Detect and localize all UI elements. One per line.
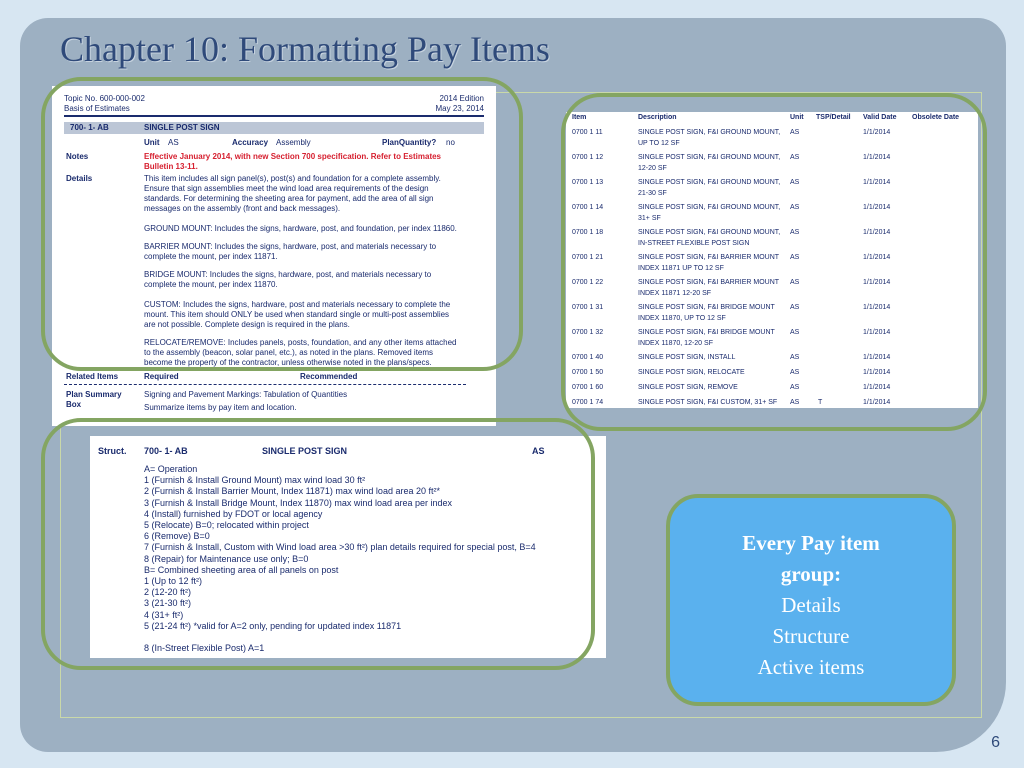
unit-cell: AS (790, 279, 800, 286)
page-number: 6 (991, 734, 1000, 751)
description-line: UP TO 12 SF (638, 140, 680, 147)
valid-date-cell: 1/1/2014 (863, 384, 891, 391)
description-line: INDEX 11870, UP TO 12 SF (638, 315, 726, 322)
custom-line: are not possible. Complete design is required in the plans. (144, 320, 350, 329)
unit-label: Unit (144, 138, 160, 147)
description-line: IN-STREET FLEXIBLE POST SIGN (638, 240, 750, 247)
plan-summary-label (66, 390, 122, 410)
related-divider (64, 384, 466, 385)
description-line: SINGLE POST SIGN, F&I BARRIER MOUNT (638, 279, 780, 286)
valid-date-cell: 1/1/2014 (863, 154, 891, 161)
structure-line: 3 (Furnish & Install Bridge Mount, Index 11870) max wind load area per index (144, 497, 452, 508)
valid-date-cell: 1/1/2014 (863, 129, 891, 136)
description-line: 31+ SF (638, 215, 661, 222)
item-cell: 0700 1 18 (572, 229, 604, 236)
unit-cell: AS (790, 369, 800, 376)
column-header-unit: Unit (790, 114, 804, 121)
description-line: SINGLE POST SIGN, INSTALL (638, 354, 736, 361)
structure-line: 1 (Furnish & Install Ground Mount) max wind load 30 ft² (144, 475, 366, 486)
tsp-detail-cell: T (818, 399, 823, 406)
column-header-valid-date: Valid Date (863, 114, 897, 121)
column-header-tsp-detail: TSP/Detail (816, 114, 851, 121)
description-line: INDEX 11870, 12-20 SF (638, 340, 713, 347)
notes-line: Bulletin 13-11. (144, 162, 198, 171)
summary-callout (666, 494, 956, 706)
custom-line: CUSTOM: Includes the signs, hardware, post and materials necessary to complete the (144, 300, 451, 309)
description-line: SINGLE POST SIGN, F&I BARRIER MOUNT (638, 254, 780, 261)
item-cell: 0700 1 60 (572, 384, 604, 391)
item-cell: 0700 1 21 (572, 254, 604, 261)
accuracy-value: Assembly (276, 138, 311, 147)
structure-line: B= Combined sheeting area of all panels on post (144, 564, 339, 575)
bridge-mount-line: BRIDGE MOUNT: Includes the signs, hardware, post, and materials necessary to (144, 270, 432, 279)
description-line: SINGLE POST SIGN, F&I GROUND MOUNT, (638, 154, 781, 161)
unit-cell: AS (790, 229, 800, 236)
structure-line: 8 (In-Street Flexible Post) A=1 (144, 643, 265, 654)
item-name: SINGLE POST SIGN (144, 123, 220, 132)
item-cell: 0700 1 11 (572, 129, 603, 136)
valid-date-cell: 1/1/2014 (863, 279, 891, 286)
ground-mount-text: GROUND MOUNT: Includes the signs, hardware, post, and foundation, per index 11860. (144, 224, 457, 233)
description-line: SINGLE POST SIGN, REMOVE (638, 384, 738, 391)
item-cell: 0700 1 74 (572, 399, 604, 406)
topic-number: Topic No. 600-000-002 (64, 94, 145, 103)
details-line: This item includes all sign panel(s), post(s) and foundation for a complete assembly. (144, 174, 441, 183)
valid-date-cell: 1/1/2014 (863, 329, 891, 336)
edition-date: May 23, 2014 (435, 104, 484, 113)
plan-summary-line: Signing and Pavement Markings: Tabulation of Quantities (144, 390, 348, 399)
unit-cell: AS (790, 129, 800, 136)
column-header-item: Item (572, 114, 587, 121)
bridge-mount-line: complete the mount, per index 11870. (144, 280, 278, 289)
recommended-label: Recommended (300, 372, 358, 381)
description-line: SINGLE POST SIGN, RELOCATE (638, 369, 745, 376)
valid-date-cell: 1/1/2014 (863, 179, 891, 186)
structure-line: 8 (Repair) for Maintenance use only; B=0 (144, 553, 309, 564)
description-line: SINGLE POST SIGN, F&I GROUND MOUNT, (638, 129, 781, 136)
unit-cell: AS (790, 399, 800, 406)
planquantity-value: no (446, 138, 455, 147)
plan-summary-label-line: Plan Summary (66, 390, 122, 399)
callout-line: Every Pay item (742, 531, 880, 555)
unit-cell: AS (790, 204, 800, 211)
structure-name: SINGLE POST SIGN (262, 446, 348, 456)
valid-date-cell: 1/1/2014 (863, 204, 891, 211)
structure-unit: AS (532, 446, 545, 456)
valid-date-cell: 1/1/2014 (863, 304, 891, 311)
custom-line: mount. This item should ONLY be used when standard single or multi-post assemblies (144, 310, 450, 319)
description-line: SINGLE POST SIGN, F&I GROUND MOUNT, (638, 179, 781, 186)
details-line: Ensure that sign assemblies meet the wind load area requirements of the design (144, 184, 429, 193)
valid-date-cell: 1/1/2014 (863, 229, 891, 236)
unit-cell: AS (790, 329, 800, 336)
slide-title: Chapter 10: Formatting Pay Items (60, 29, 550, 69)
item-cell: 0700 1 14 (572, 204, 604, 211)
valid-date-cell: 1/1/2014 (863, 254, 891, 261)
valid-date-cell: 1/1/2014 (863, 354, 891, 361)
valid-date-cell: 1/1/2014 (863, 399, 891, 406)
column-header-description: Description (638, 114, 677, 121)
notes-label: Notes (66, 152, 89, 161)
structure-line: 4 (Install) furnished by FDOT or local agency (144, 508, 323, 519)
description-line: SINGLE POST SIGN, F&I BRIDGE MOUNT (638, 304, 775, 311)
structure-line: 2 (12-20 ft²) (144, 587, 192, 598)
structure-code: 700- 1- AB (144, 446, 188, 456)
description-line: SINGLE POST SIGN, F&I GROUND MOUNT, (638, 204, 781, 211)
details-line: messages on the assembly (front and back messages). (144, 204, 341, 213)
barrier-mount-line: complete the mount, per index 11871. (144, 252, 278, 261)
table-highlight-frame (561, 93, 987, 431)
structure-line: 1 (Up to 12 ft²) (144, 576, 203, 587)
item-cell: 0700 1 13 (572, 179, 604, 186)
relocate-line: RELOCATE/REMOVE: Includes panels, posts, foundation, and any other items attached (144, 338, 457, 347)
structure-line: 5 (Relocate) B=0; relocated within project (144, 520, 309, 531)
unit-cell: AS (790, 304, 800, 311)
column-header-obsolete-date: Obsolete Date (912, 114, 960, 121)
edition: 2014 Edition (439, 94, 484, 103)
unit-cell: AS (790, 384, 800, 391)
structure-line: A= Operation (144, 464, 198, 474)
structure-label: Struct. (98, 446, 127, 456)
item-cell: 0700 1 22 (572, 279, 604, 286)
unit-cell: AS (790, 154, 800, 161)
structure-line: 5 (21-24 ft²) *valid for A=2 only, pending for updated index 11871 (144, 620, 402, 631)
plan-summary-text (144, 390, 347, 413)
item-cell: 0700 1 32 (572, 329, 604, 336)
required-label: Required (144, 372, 179, 381)
callout-line: Active items (757, 655, 865, 679)
relocate-line: to the assembly (beacon, solar panel, etc.), as noted in the plans. Removed items (144, 348, 434, 357)
unit-value: AS (168, 138, 179, 147)
plan-summary-line: Summarize items by pay item and location. (144, 403, 297, 412)
description-line: SINGLE POST SIGN, F&I BRIDGE MOUNT (638, 329, 775, 336)
related-items-label: Related Items (66, 372, 119, 381)
notes-line: Effective January 2014, with new Section 700 specification. Refer to Estimates (144, 152, 441, 161)
structure-line: 6 (Remove) B=0 (144, 531, 210, 542)
unit-cell: AS (790, 179, 800, 186)
structure-highlight-frame (41, 418, 595, 670)
description-line: INDEX 11871 UP TO 12 SF (638, 265, 724, 272)
item-code: 700- 1- AB (70, 123, 109, 132)
callout-line: Structure (772, 624, 850, 648)
structure-line: 7 (Furnish & Install, Custom with Wind load area >30 ft²) plan details required for special post, B=4 (144, 542, 536, 553)
document-highlight-frame (41, 77, 523, 371)
structure-line: 2 (Furnish & Install Barrier Mount, Index 11871) max wind load area 20 ft²* (144, 486, 440, 497)
callout-line: group: (780, 562, 842, 586)
description-line: SINGLE POST SIGN, F&I GROUND MOUNT, (638, 229, 781, 236)
description-line: 21-30 SF (638, 190, 667, 197)
details-label: Details (66, 174, 93, 183)
structure-line: 4 (31+ ft²) (144, 609, 184, 620)
details-line: standards. For determining the sheeting area for payment, add the area of all sign (144, 194, 434, 203)
relocate-line: become the property of the contractor, unless otherwise noted in the plans/specs. (144, 358, 432, 367)
callout-line: Details (781, 593, 841, 617)
planquantity-label: PlanQuantity? (382, 138, 437, 147)
unit-cell: AS (790, 354, 800, 361)
barrier-mount-line: BARRIER MOUNT: Includes the signs, hardware, post, and materials necessary to (144, 242, 437, 251)
description-line: SINGLE POST SIGN, F&I CUSTOM, 31+ SF (638, 399, 778, 406)
document-subtitle: Basis of Estimates (64, 104, 130, 113)
accuracy-label: Accuracy (232, 138, 269, 147)
plan-summary-label-line: Box (66, 400, 82, 409)
item-cell: 0700 1 50 (572, 369, 604, 376)
item-cell: 0700 1 12 (572, 154, 604, 161)
description-line: 12-20 SF (638, 165, 667, 172)
description-line: INDEX 11871 12-20 SF (638, 290, 712, 297)
structure-line: 3 (21-30 ft²) (144, 598, 192, 609)
unit-cell: AS (790, 254, 800, 261)
item-cell: 0700 1 40 (572, 354, 604, 361)
valid-date-cell: 1/1/2014 (863, 369, 891, 376)
item-cell: 0700 1 31 (572, 304, 604, 311)
